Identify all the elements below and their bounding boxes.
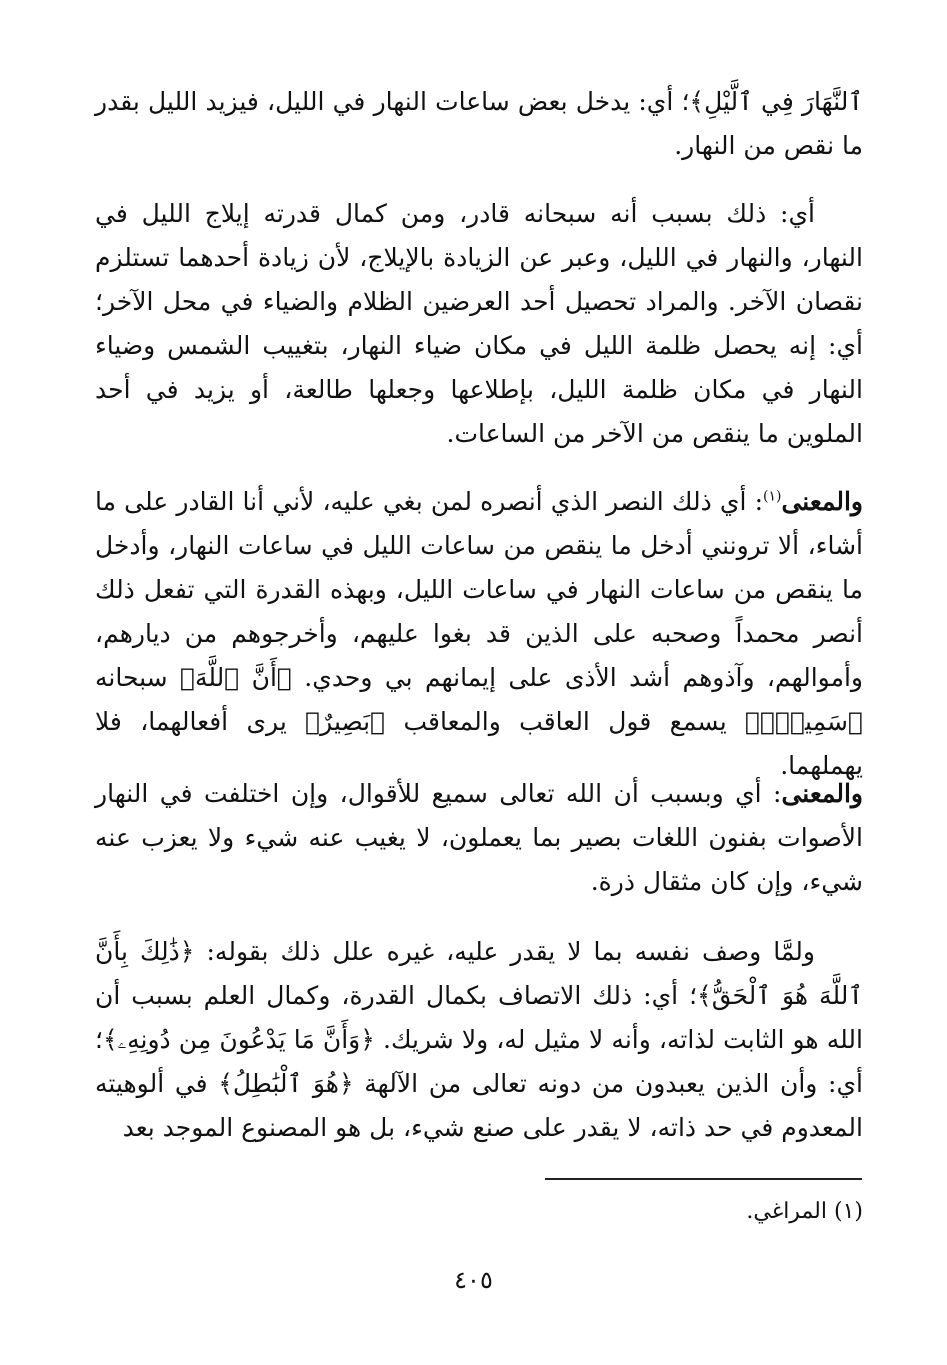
footnote-reference[interactable]: (١)	[763, 488, 782, 505]
footnote-text: المراغي.	[746, 1199, 827, 1224]
page-number: ٤٠٥	[454, 1266, 493, 1294]
footnote	[95, 1194, 863, 1230]
footnote-separator	[545, 1178, 862, 1180]
paragraph-2-text: أي: ذلك بسبب أنه سبحانه قادر، ومن كمال قدرته إيلاج الليل في النهار، والنهار في الليل، وعبر عن الزيادة بالإيلاج، لأن زيادة أحدهما تستلزم نقصان الآخر. والمراد تحصيل أحد العرضين الظلام والضياء في محل الآخر؛ أي: إنه يحصل ظلمة الليل في مكان ضياء النهار، بتغييب الشمس وضياء النهار في مكان ظلمة الليل، بإطلاعها وجعلها طالعة، أو يزيد في أحد الملوين ما ينقص من الآخر من الساعات.	[95, 199, 863, 448]
paragraph-5-text: ولمَّا وصف نفسه بما لا يقدر عليه، غيره علل ذلك بقوله: ﴿ذَٰلِكَ بِأَنَّ ٱللَّهَ هُوَ ٱلْحَقُّ﴾؛ أي: ذلك الاتصاف بكمال القدرة، وكمال العلم بسبب أن الله هو الثابت لذاته، وأنه لا مثيل له، ولا شريك. ﴿وَأَنَّ مَا يَدْعُونَ مِن دُونِهِۦ﴾؛ أي: وأن الذين يعبدون من دونه تعالى من الآلهة ﴿هُوَ ٱلْبَٰطِلُ﴾ في ألوهيته المعدوم في حد ذاته، لا يقدر على صنع شيء، بل هو المصنوع الموجد بعد	[95, 937, 863, 1142]
paragraph-3-lead: والمعنى	[781, 487, 863, 516]
paragraph-4-text: : أي وبسبب أن الله تعالى سميع للأقوال، وإن اختلفت في النهار الأصوات بفنون اللغات بصير بما يعملون، لا يغيب عنه شيء ولا يعزب عنه شيء، وإن كان مثقال ذرة.	[95, 779, 863, 896]
paragraph-5	[95, 930, 863, 1150]
paragraph-3	[95, 480, 863, 788]
paragraph-4-lead: والمعنى	[781, 779, 863, 808]
footnote-marker: (١)	[833, 1199, 863, 1224]
paragraph-1-text: ٱلنَّهَارَ فِي ٱلَّيْلِ﴾؛ أي: يدخل بعض ساعات النهار في الليل، فيزيد الليل بقدر ما نقص من النهار.	[95, 87, 863, 160]
paragraph-1	[95, 80, 863, 168]
paragraph-3-text: : أي ذلك النصر الذي أنصره لمن بغي عليه، لأني أنا القادر على ما أشاء، ألا ترونني أدخل ما ينقص من ساعات الليل في ساعات النهار، وأدخل ما ينقص من ساعات النهار في ساعات الليل، وبهذه القدرة التي تفعل ذلك أنصر محمداً وصحبه على الذين قد بغوا عليهم، وأخرجوهم من ديارهم، وأموالهم، وآذوهم أشد الأذى على إيمانهم بي وحدي. ﴿أَنَّ ٱللَّهَ﴾ سبحانه ﴿سَمِيعٌۢ﴾ يسمع قول العاقب والمعاقب ﴿بَصِيرٌ﴾ يرى أفعالهما، فلا يهملهما.	[95, 487, 863, 780]
paragraph-4	[95, 772, 863, 904]
paragraph-2	[95, 192, 863, 456]
